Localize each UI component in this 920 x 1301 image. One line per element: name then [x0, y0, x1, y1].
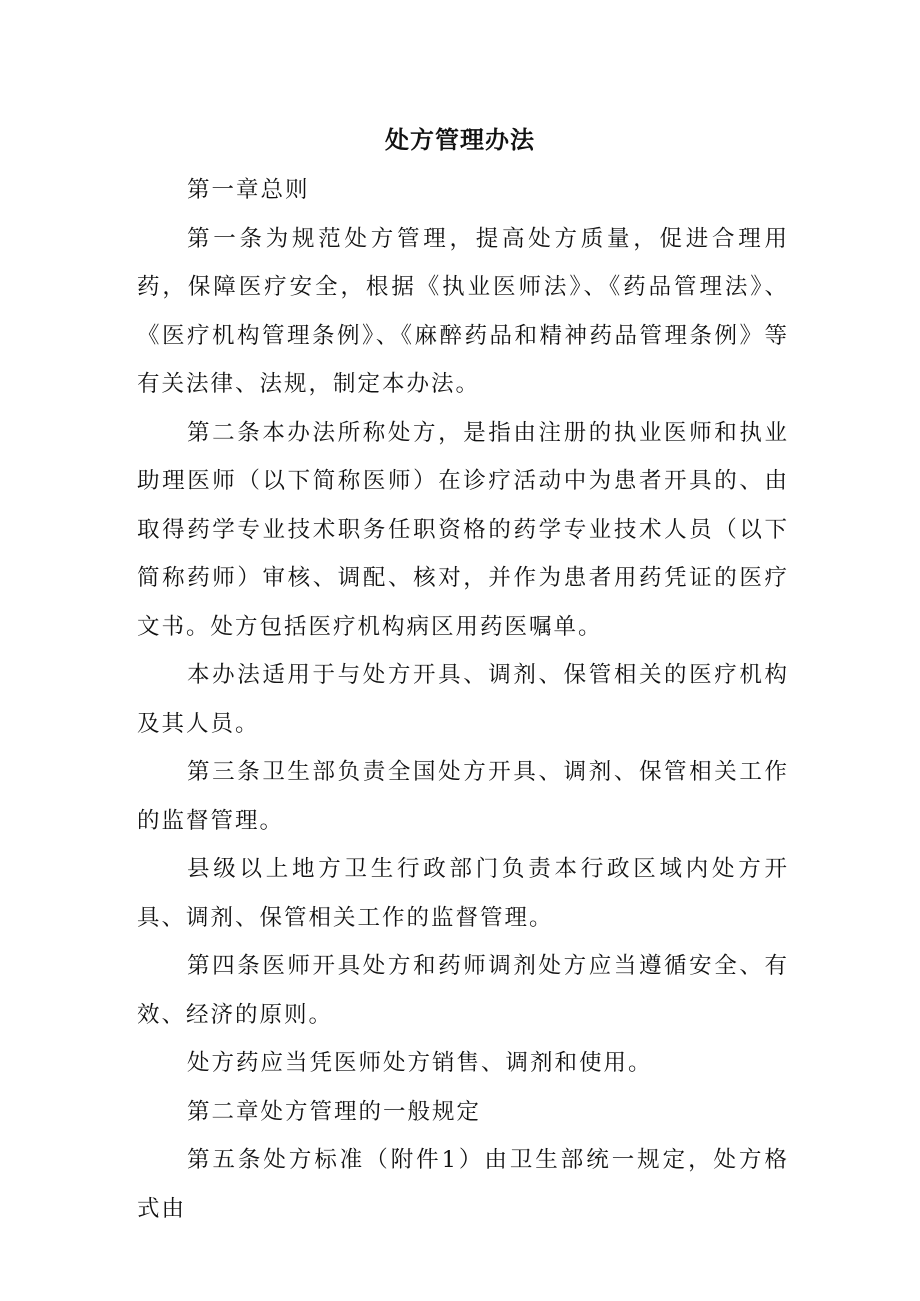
document-title: 处方管理办法 — [385, 125, 535, 154]
article-1-paragraph: 第一条为规范处方管理，提高处方质量，促进合理用药，保障医疗安全，根据《执业医师法》、《药品管理法》、《医疗机构管理条例》、《麻醉药品和精神药品管理条例》等有关法律、法规，制定本办法。 — [137, 225, 789, 397]
chapter-heading-1: 第一章总则 — [187, 177, 310, 203]
article-4-paragraph: 第四条医师开具处方和药师调剂处方应当遵循安全、有效、经济的原则。 — [137, 953, 789, 1028]
local-supervision-paragraph: 县级以上地方卫生行政部门负责本行政区域内处方开具、调剂、保管相关工作的监督管理。 — [137, 856, 789, 931]
chapter-heading-2: 第二章处方管理的一般规定 — [187, 1098, 482, 1125]
scope-paragraph: 本办法适用于与处方开具、调剂、保管相关的医疗机构及其人员。 — [137, 662, 789, 737]
article-2-paragraph: 第二条本办法所称处方，是指由注册的执业医师和执业助理医师（以下简称医师）在诊疗活动中为患者开具的、由取得药学专业技术职务任职资格的药学专业技术人员（以下简称药师）审核、调配、核对，并作为患者用药凭证的医疗文书。处方包括医疗机构病区用药医嘱单。 — [137, 419, 789, 640]
article-3-paragraph: 第三条卫生部负责全国处方开具、调剂、保管相关工作的监督管理。 — [137, 759, 789, 834]
article-5-paragraph: 第五条处方标准（附件1）由卫生部统一规定，处方格式由 — [137, 1147, 789, 1222]
document-body — [137, 166, 789, 1233]
prescription-drug-paragraph: 处方药应当凭医师处方销售、调剂和使用。 — [187, 1050, 653, 1076]
